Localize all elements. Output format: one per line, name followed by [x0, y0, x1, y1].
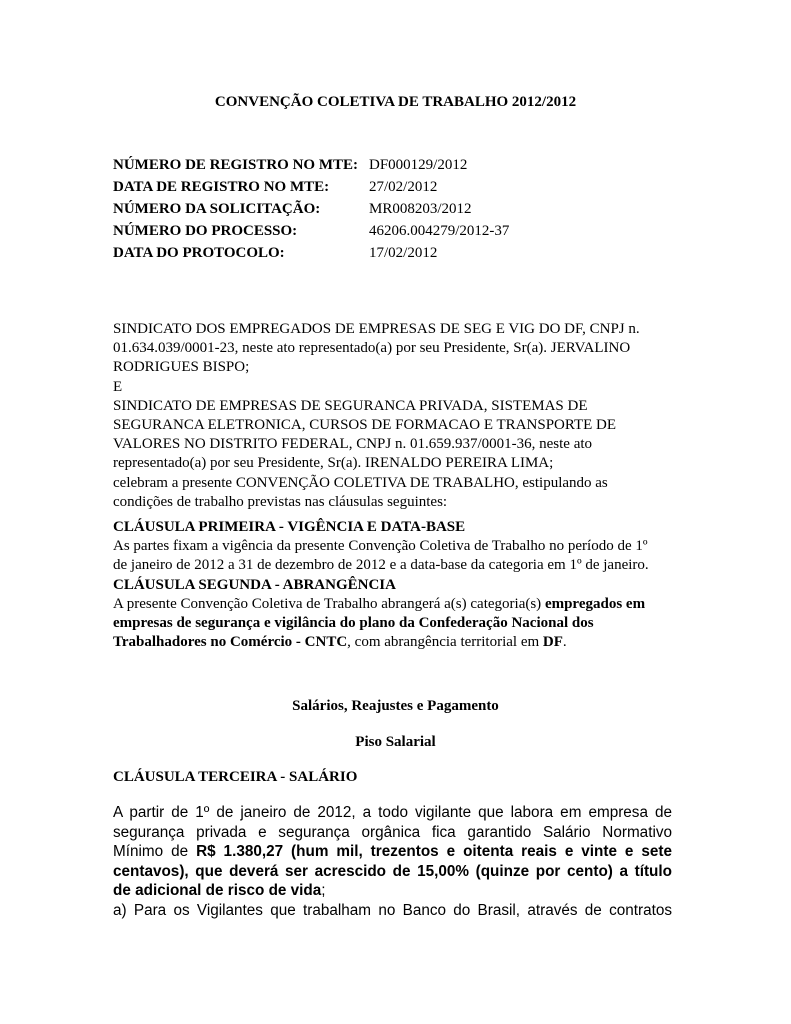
registration-row: [113, 198, 509, 220]
registration-value: 27/02/2012: [369, 179, 438, 195]
registration-row: [113, 176, 509, 198]
clause-2-text-bold: empregados em: [544, 595, 646, 612]
parties-line: representado(a) por seu Presidente, Sr(a). IRENALDO PEREIRA LIMA;: [113, 455, 554, 472]
registration-row: [113, 242, 509, 264]
clause-3-line: [113, 823, 672, 843]
clause-2-text-end: .: [562, 634, 567, 651]
clause-3-heading-wrap: [113, 768, 673, 787]
clause-1-text: As partes fixam a vigência da presente Convenção Coletiva de Trabalho no período de 1º: [113, 538, 648, 555]
parties-line: E: [113, 378, 123, 395]
parties-line: SINDICATO DE EMPRESAS DE SEGURANCA PRIVADA, SISTEMAS DE: [113, 397, 588, 414]
clause-3-text-bold: de adicional de risco de vida: [113, 882, 322, 900]
registration-table: [113, 154, 509, 264]
clause-3-text-bold: centavos), que deverá ser acrescido de 15,00% (quinze por cento) a título: [113, 862, 672, 880]
clause-3-line: [113, 881, 672, 901]
parties-line: celebram a presente CONVENÇÃO COLETIVA DE TRABALHO, estipulando as: [113, 474, 608, 491]
clause-2-text-bold: Trabalhadores no Comércio - CNTC: [113, 634, 348, 651]
clause-3-line: [113, 901, 672, 921]
parties-line: RODRIGUES BISPO;: [113, 359, 250, 376]
registration-label: NÚMERO DO PROCESSO:: [113, 223, 298, 239]
clause-3-text: a) Para os Vigilantes que trabalham no Banco do Brasil, através de contratos: [113, 901, 672, 919]
registration-value: 17/02/2012: [369, 245, 438, 261]
registration-value: DF000129/2012: [369, 157, 468, 173]
registration-label: NÚMERO DA SOLICITAÇÃO:: [113, 201, 321, 217]
registration-value: MR008203/2012: [369, 201, 472, 217]
clause-3-text-normal: Mínimo de: [113, 843, 197, 861]
registration-label: NÚMERO DE REGISTRO NO MTE:: [113, 157, 359, 173]
parties-line: SEGURANCA ELETRONICA, CURSOS DE FORMACAO E TRANSPORTE DE: [113, 417, 617, 434]
clause-1: [113, 518, 673, 652]
clause-3-line: [113, 862, 672, 882]
registration-row: [113, 220, 509, 242]
document-title: CONVENÇÃO COLETIVA DE TRABALHO 2012/2012: [214, 94, 577, 110]
parties-line: condições de trabalho previstas nas cláusulas seguintes:: [113, 493, 448, 510]
registration-label: DATA DE REGISTRO NO MTE:: [113, 179, 330, 195]
parties-line: VALORES NO DISTRITO FEDERAL, CNPJ n. 01.659.937/0001-36, neste ato: [113, 436, 593, 453]
parties-paragraph: [113, 320, 673, 512]
registration-label: DATA DO PROTOCOLO:: [113, 245, 285, 261]
clause-1-text: de janeiro de 2012 a 31 de dezembro de 2012 e a data-base da categoria em 1º de janeiro.: [113, 557, 649, 574]
clause-1-heading: CLÁUSULA PRIMEIRA - VIGÊNCIA E DATA-BASE: [113, 519, 466, 535]
subsection-title: Piso Salarial: [355, 734, 436, 750]
clause-3-text-end: ;: [321, 882, 326, 900]
clause-2-text: [113, 633, 673, 652]
clause-2-text-normal: A presente Convenção Coletiva de Trabalho abrangerá a(s) categoria(s): [113, 595, 545, 612]
clause-2-text-bold: empresas de segurança e vigilância do plano da Confederação Nacional dos: [113, 615, 594, 632]
clause-3-text: segurança privada e segurança orgânica fica garantido Salário Normativo: [113, 823, 672, 841]
section-title: Salários, Reajustes e Pagamento: [292, 698, 499, 714]
clause-3-heading: CLÁUSULA TERCEIRA - SALÁRIO: [113, 769, 358, 785]
registration-value: 46206.004279/2012-37: [369, 223, 510, 239]
clause-3-line: [113, 842, 672, 862]
clause-3-line: [113, 803, 672, 823]
clause-2-text-normal: , com abrangência territorial em: [347, 634, 543, 651]
clause-3-salary-amount: R$ 1.380,27 (hum mil, trezentos e oitenta reais e vinte e sete: [196, 843, 672, 861]
clause-3-text: A partir de 1º de janeiro de 2012, a todo vigilante que labora em empresa de: [113, 804, 672, 821]
clause-2-text: [113, 595, 673, 614]
registration-row: [113, 154, 509, 176]
clause-2-territory: DF: [542, 634, 563, 651]
parties-line: 01.634.039/0001-23, neste ato representado(a) por seu Presidente, Sr(a). JERVALINO: [113, 340, 631, 357]
parties-line: SINDICATO DOS EMPREGADOS DE EMPRESAS DE SEG E VIG DO DF, CNPJ n.: [113, 321, 640, 337]
clause-3-body: [113, 803, 672, 921]
clause-2-heading: CLÁUSULA SEGUNDA - ABRANGÊNCIA: [113, 576, 396, 593]
